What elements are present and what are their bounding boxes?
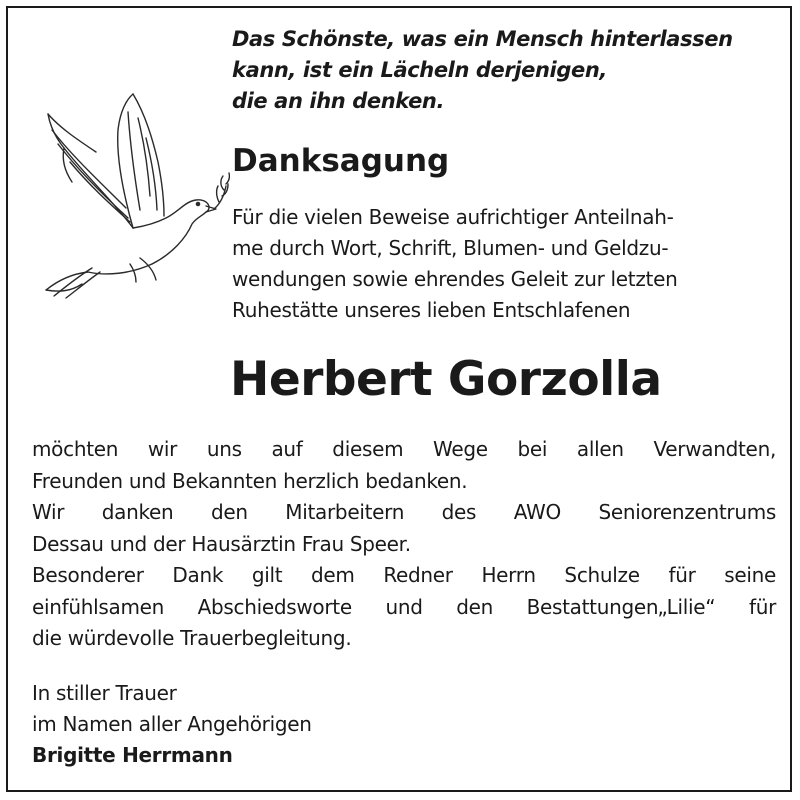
body-line: die würdevolle Trauerbegleitung. (32, 626, 352, 650)
closing-signature-block (32, 678, 312, 771)
intro-line: Ruhestätte unseres lieben Entschlafenen (232, 298, 631, 322)
intro-line: me durch Wort, Schrift, Blumen- und Geldzu- (232, 236, 669, 260)
body-line: Besonderer Dank gilt dem Redner Herrn Schulze für seine (32, 563, 776, 587)
quote-line: kann, ist ein Lächeln derjenigen, (232, 58, 607, 82)
signature-name: Brigitte Herrmann (32, 743, 233, 767)
intro-paragraph (232, 202, 677, 326)
epigraph-quote (232, 24, 733, 117)
intro-line: Für die vielen Beweise aufrichtiger Anteilnah- (232, 205, 674, 229)
intro-line: wendungen sowie ehrendes Geleit zur letzten (232, 267, 678, 291)
thanks-paragraph (32, 434, 776, 655)
closing-line: In stiller Trauer (32, 681, 177, 705)
quote-line: Das Schönste, was ein Mensch hinterlassen (232, 27, 733, 51)
body-line: Wir danken den Mitarbeitern des AWO Seniorenzentrums (32, 500, 776, 524)
closing-line: im Namen aller Angehörigen (32, 712, 312, 736)
deceased-name: Herbert Gorzolla (230, 352, 662, 407)
dove-with-branch-icon (30, 78, 230, 300)
body-line: möchten wir uns auf diesem Wege bei allen Verwandten, (32, 437, 776, 461)
quote-line: die an ihn denken. (232, 89, 445, 113)
page-title: Danksagung (232, 143, 450, 179)
body-line: Dessau und der Hausärztin Frau Speer. (32, 531, 411, 556)
body-line: einfühlsamen Abschiedsworte und den Bestattungen„Lilie“ für (32, 594, 776, 619)
obituary-notice (6, 6, 792, 792)
body-line: Freunden und Bekannten herzlich bedanken. (32, 468, 468, 493)
